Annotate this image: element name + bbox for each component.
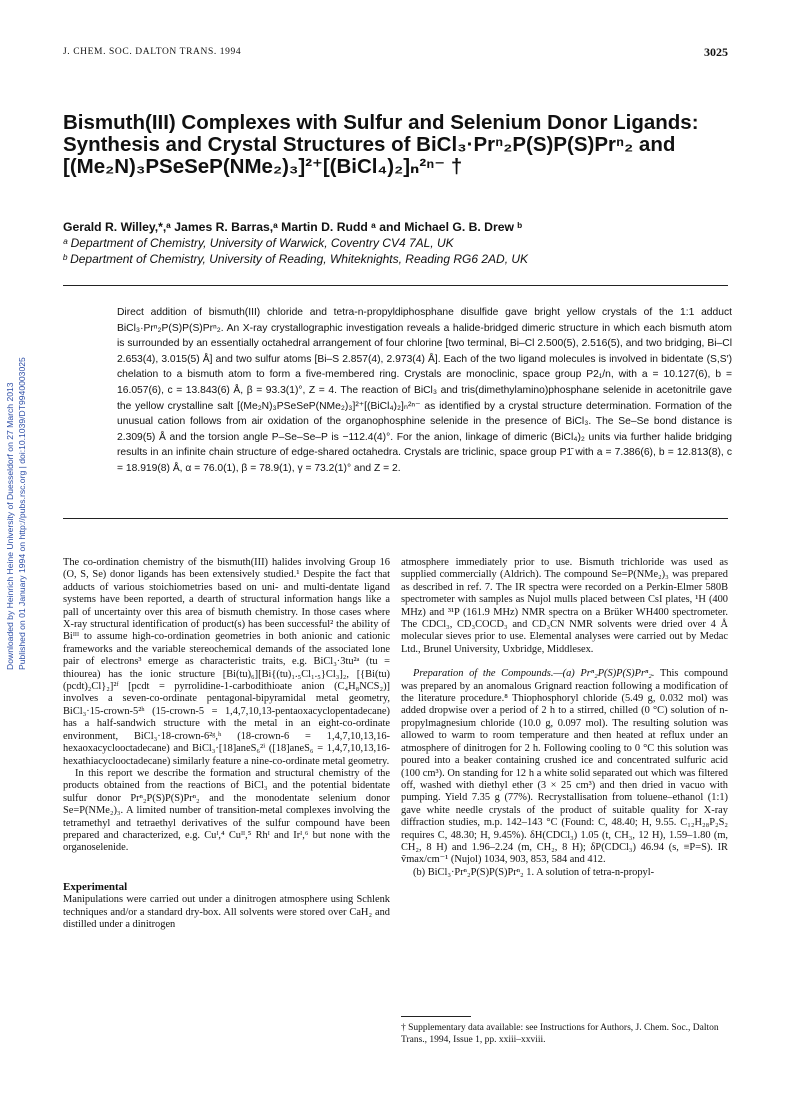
publication-link[interactable]: Published on 01 January 1994 on http://pubs.rsc.org | doi:10.1039/DT9940003025 [17,357,27,670]
footnote: † Supplementary data available: see Instructions for Authors, J. Chem. Soc., Dalton Trans., 1994, Issue 1, pp. xxiii–xxviii. [401,1023,719,1045]
preparation-body: This compound was prepared by an anomalous Grignard reaction following a modification of the literature procedure.⁸ Thiophosphoryl chloride (5.49 g, 0.032 mol) was added dropwise over a period of 2 h to a stirred, chilled (0 °C) solution of n-propylmagnesium chloride (10.0 g, 0.097 mol). The resulting solution was allowed to warm to room temperature and then heated at reflux under an atmosphere of dinitrogen for 2 h. Following cooling to 0 °C this solution was poured into a beaker containing crushed ice and concentrated sulfuric acid (100 cm³). On standing for 12 h a white solid separated out which was filtered off, washed with diethyl ether (3 × 25 cm³) and then dried in vacuo with pumping. Yield 7.35 g (77%). Recrystallisation from toluene–ethanol (1:1) gave white needle crystals of the product of suitable quality for X-ray diffraction studies, m.p. 142–143 °C (Found: C, 48.40; H, 9.55. C₁₂H₂₈P₂S₂ requires C, 48.30; H, 9.45%). δH(CDCl₃) 1.05 (t, CH₃, 12 H), 1.59–1.80 (m, CH₂, 8 H) and 1.96–2.24 (m, CH₂, 8 H); δP(CDCl₃) 46.94 (s, ≡P=S). IR ṽmax/cm⁻¹ (Nujol) 1034, 903, 853, 584 and 412. [401,668,728,866]
author-list: Gerald R. Willey,*,ᵃ James R. Barras,ᵃ Martin D. Rudd ᵃ and Michael G. B. Drew ᵇ [63,220,523,234]
intro-paragraph-2: In this report we describe the formation and structural chemistry of the products obtained from the reactions of BiCl₃ and the potential bidentate sulfur donor Prⁿ₂P(S)P(S)Prⁿ₂ and the monodentate selenium donor Se=P(NMe₂)₃. A limited number of transition-metal complexes involving the tetramethyl and tetraethyl derivatives of the sulfur compound have been prepared and characterized, e.g. Cuᴵ,⁴ Cuᴵᴵ,⁵ Rhᴵ and Irᴵ,⁶ but none with the organoselenide. [63,767,390,854]
right-column [401,557,728,879]
journal-header: J. CHEM. SOC. DALTON TRANS. 1994 [63,47,242,57]
preparation-lead: Preparation of the Compounds.—(a) Prⁿ₂P(S)P(S)Prⁿ₂. [413,668,655,680]
abstract-top-rule [63,285,728,286]
abstract-bottom-rule [63,518,728,519]
left-column [63,557,390,931]
download-notice: Downloaded by Heinrich Heine University of Duesseldorf on 27 March 2013 [5,382,15,670]
preparation-paragraph [401,668,728,867]
compound-1-paragraph: (b) BiCl₃·Prⁿ₂P(S)P(S)Prⁿ₂ 1. A solution of tetra-n-propyl- [413,866,655,878]
affiliation-reading: ᵇ Department of Chemistry, University of Reading, Whiteknights, Reading RG6 2AD, UK [63,252,529,266]
footnote-rule [401,1016,471,1017]
article-title: Bismuth(III) Complexes with Sulfur and Selenium Donor Ligands: Synthesis and Crystal Structures of BiCl₃·Prⁿ₂P(S)P(S)Prⁿ₂ and [(Me₂N)₃PSeSeP(NMe₂)₃]²⁺[(BiCl₄)₂]ₙ²ⁿ⁻ † [63,111,699,178]
experimental-paragraph: Manipulations were carried out under a dinitrogen atmosphere using Schlenk techniques and/or a standard dry-box. All solvents were stored over CaH₂ and distilled under a dinitrogen [63,894,390,930]
page-number: 3025 [704,45,728,59]
experimental-heading: Experimental [63,880,128,893]
intro-paragraph-1: The co-ordination chemistry of the bismuth(III) halides involving Group 16 (O, S, Se) donor ligands has been extensively studied.¹ Despite the fact that adducts of various stoichiometries based on uni- and multi-dentate ligand systems have been reported, a dearth of structural information hangs like a pall of uncertainty over this area of bismuth chemistry. In those cases where X-ray structural identification of product(s) has been successful² the ability of Biᴵᴵᴵ to assume high-co-ordination geometries in both anionic and cationic frameworks and the variable stereochemical demands of the associated lone pair of electrons³ emerge as characteristic traits, e.g. BiCl₃·3tu²ᵃ (tu = thiourea) has the ionic structure [Bi(tu)₆][Bi{(tu)₁.₅Cl₁.₅}Cl₃]₂, [{Bi(tu)(pcdt)₂Cl}₂]²ᶠ [pcdt = pyrrolidine-1-carbodithioate anion (C₄H₈NCS₂)] involves a seven-co-ordinate pentagonal-bipyramidal metal geometry, BiCl₃·15-crown-5²ʰ (15-crown-5 = 1,4,7,10,13-pentaoxacyclopentadecane) has a half-sandwich structure with the metal in an eight-co-ordinate environment, BiCl₃·18-crown-6²ᵍ,ʰ (18-crown-6 = 1,4,7,10,13,16-hexaoxacyclooctadecane) and BiCl₃·[18]aneS₆²ⁱ ([18]aneS₆ = 1,4,7,10,13,16-hexathiacyclooctadecane) similarly feature a nine-co-ordinate metal geometry. [63,557,390,767]
download-sidebar [4,290,30,670]
affiliation-warwick: ᵃ Department of Chemistry, University of Warwick, Coventry CV4 7AL, UK [63,236,454,250]
methods-paragraph: atmosphere immediately prior to use. Bismuth trichloride was used as supplied commercially (Aldrich). The compound Se=P(NMe₂)₃ was prepared as described in ref. 7. The IR spectra were recorded on a Perkin-Elmer 580B spectrometer with samples as Nujol mulls placed between CsI plates, ¹H (400 MHz) and ³¹P (161.9 MHz) NMR spectra on a Brüker WH400 spectrometer. The CDCl₃, CD₃COCD₃ and CD₃CN NMR solvents were dried over 4 Å molecular sieves prior to use. Elemental analyses were carried out by Medac Ltd., Brunel University, Uxbridge, Middlesex. [401,557,728,655]
abstract: Direct addition of bismuth(III) chloride and tetra-n-propyldiphosphane disulfide gave bright yellow crystals of the 1:1 adduct BiCl₃·Prⁿ₂P(S)P(S)Prⁿ₂. An X-ray crystallographic investigation reveals a halide-bridged dimeric structure in which each bismuth atom is surrounded by an essentially octahedral arrangement of four chlorine [two terminal, Bi–Cl 2.500(5), 2.516(5), and two bridging, Bi–Cl 2.653(4), 3.015(5) Å] and two sulfur atoms [Bi–S 2.857(4), 2.973(4) Å]. Each of the two ligand molecules is involved in bidentate (S,S′) chelation to a bismuth atom to form a five-membered ring. Crystals are monoclinic, space group P2₁/n, with a = 10.127(6), b = 16.057(6), c = 13.843(6) Å, β = 93.3(1)°, Z = 4. The reaction of BiCl₃ and tris(dimethylamino)phosphane selenide in acetonitrile gave the yellow crystalline salt [(Me₂N)₃PSeSeP(NMe₂)₃]²⁺[(BiCl₄)₂]ₙ²ⁿ⁻ as identified by a crystal structure determination. Formation of the unusual cation follows from air oxidation of the organophosphine selenide in the presence of BiCl₃. The Se–Se bond distance is 2.309(5) Å and the torsion angle P–Se–Se–P is −112.4(4)°. For the anion, linkage of dimeric (BiCl₄)₂ units via further halide bridging results in an infinite chain structure of edge-shared octahedra. Crystals are triclinic, space group P1̄ with a = 7.386(6), b = 12.813(8), c = 18.919(8) Å, α = 76.0(1), β = 78.9(1), γ = 73.2(1)° and Z = 2. [117,307,732,474]
